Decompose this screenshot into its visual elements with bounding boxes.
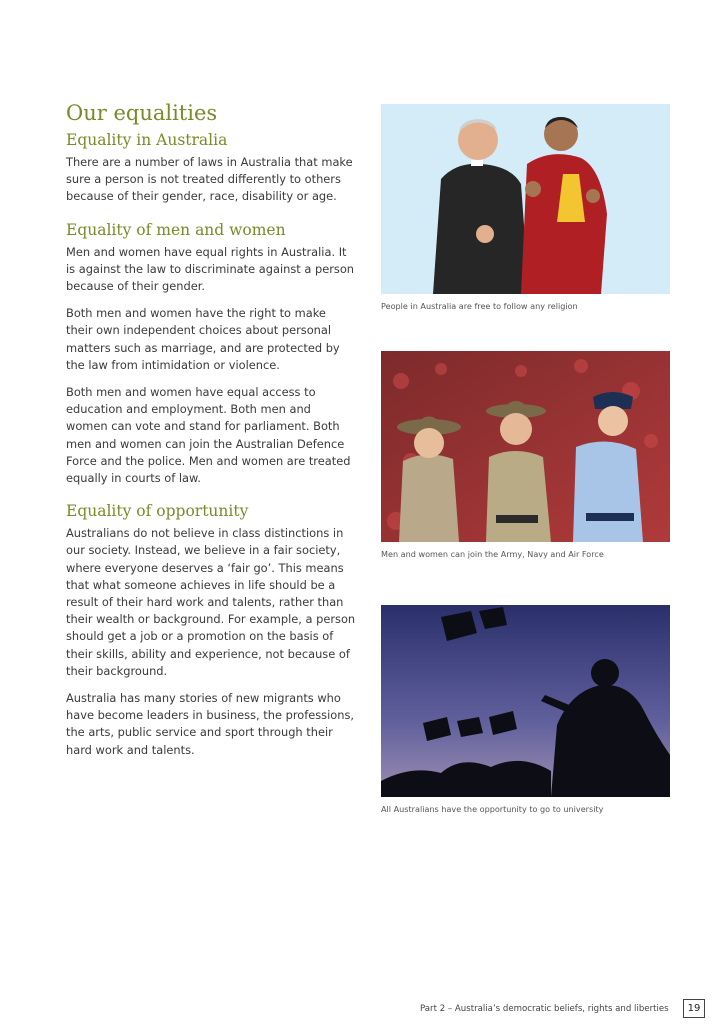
section-heading: Equality of men and women [66,220,286,239]
section-heading: Equality of opportunity [66,502,249,521]
figure-religion [381,104,670,312]
paragraph: Both men and women have equal access to education and employment. Both men and women can vote and stand for parliament. Both men and women can join the Australian Defence Force and the police. Men and women are treated equally in courts of law. [66,385,351,486]
section-equality-men-women [66,220,356,488]
section-heading: Equality in Australia [66,131,228,149]
main-column [66,100,356,769]
photo-religion [381,104,670,294]
paragraph: There are a number of laws in Australia that make sure a person is not treated differently to others because of their gender, race, disability or age. [66,155,353,204]
paragraph: Australia has many stories of new migrants who have become leaders in business, the professions, the arts, public service and sport through their hard work and talents. [66,691,355,757]
photo-graduation [381,605,670,797]
paragraph: Australians do not believe in class distinctions in our society. Instead, we believe in a fair society, where everyone deserves a ‘fair go’. This means that what someone achieves in life should be a result of their hard work and talents, rather than their wealth or background. For example, a person should get a job or a promotion on the basis of their skills, ability and experience, not because of their background. [66,526,356,678]
footer-text: Part 2 – Australia’s democratic beliefs, rights and liberties [420,1004,669,1014]
photo-defence-force [381,351,670,542]
page-title: Our equalities [66,101,218,125]
section-equality-in-australia [66,130,356,206]
section-equality-of-opportunity [66,501,356,759]
page-number: 19 [683,999,705,1018]
figure-graduation [381,605,670,815]
paragraph: Both men and women have the right to make their own independent choices about personal matters such as marriage, and are protected by the law from intimidation or violence. [66,306,340,372]
figure-caption: All Australians have the opportunity to go to university [381,804,604,814]
figure-caption: Men and women can join the Army, Navy and Air Force [381,549,604,559]
figure-defence-force [381,351,670,560]
figure-caption: People in Australia are free to follow any religion [381,301,578,311]
paragraph: Men and women have equal rights in Australia. It is against the law to discriminate against a person because of their gender. [66,244,355,294]
